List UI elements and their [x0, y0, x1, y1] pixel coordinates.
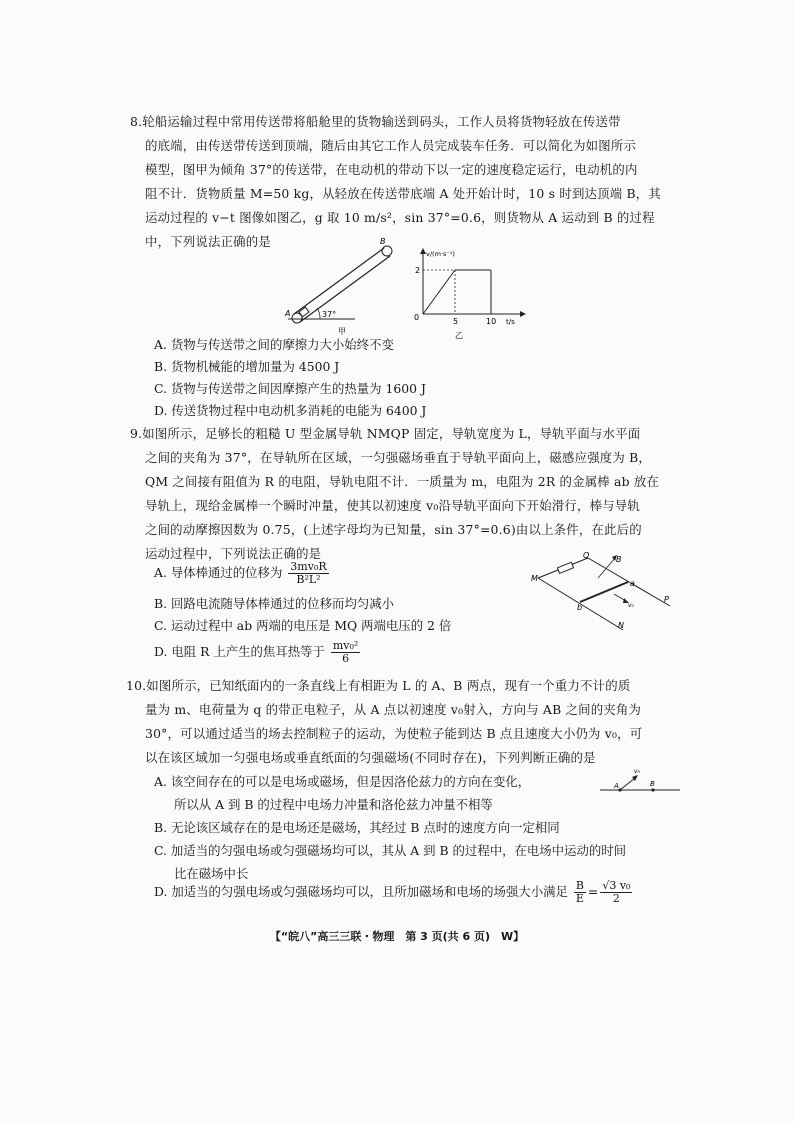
q9-option-c[interactable]: C. 运动过程中 ab 两端的电压是 MQ 两端电压的 2 倍 — [154, 618, 452, 633]
q9-line-2: 之间的夹角为 37°，在导轨所在区域，一匀强磁场垂直于导轨平面向上，磁感应强度为 B， — [145, 450, 651, 465]
q10-line-4: 以在该区域加一匀强电场或垂直纸面的匀强磁场(不同时存在)，下列判断正确的是 — [145, 750, 596, 765]
q10-option-d-fraction-2 — [600, 880, 632, 905]
q10-figure-ab-line — [598, 764, 682, 798]
q8-option-c[interactable]: C. 货物与传送带之间因摩擦产生的热量为 1600 J — [154, 381, 426, 396]
q8-caption-yi: 乙 — [455, 331, 463, 340]
q9-figure-rails — [528, 548, 678, 633]
q10-option-a-cont: 所以从 A 到 B 的过程中电场力冲量和洛伦兹力冲量不相等 — [174, 797, 493, 812]
q9-option-d[interactable] — [154, 640, 362, 665]
q9-option-a-fraction — [288, 561, 328, 586]
q10-option-d-num-2: √3 v₀ — [602, 879, 631, 892]
q9-label-B: B — [616, 555, 622, 564]
q8-label-B: B — [380, 237, 386, 246]
q8-line-5: 运动过程的 v−t 图像如图乙，g 取 10 m/s²，sin 37°=0.6，则货物从 A 运动到 B 的过程 — [145, 210, 655, 225]
q9-line-3: QM 之间接有阻值为 R 的电阻，导轨电阻不计．一质量为 m，电阻为 2R 的金属棒 ab 放在 — [145, 474, 660, 489]
q8-caption-jia: 甲 — [338, 327, 346, 336]
q10-label-A: A — [614, 782, 619, 790]
q9-label-M: M — [531, 574, 538, 583]
q10-label-B: B — [650, 780, 655, 788]
q10-line-1: 10.如图所示，已知纸面内的一条直线上有相距为 L 的 A、B 两点，现有一个重力不计的质 — [126, 678, 631, 693]
q9-option-a-text: A. 导体棒通过的位移为 — [154, 565, 283, 580]
q10-option-c-cont: 比在磁场中长 — [174, 866, 249, 881]
q9-option-a-den: B²L² — [296, 573, 321, 586]
q10-option-d[interactable] — [154, 880, 634, 905]
q9-label-b: b — [577, 603, 583, 612]
q8-graph-x10: 10 — [486, 317, 497, 326]
q10-label-v0: v₀ — [634, 768, 640, 775]
q9-line-4: 导轨上，现给金属棒一个瞬时冲量，使其以初速度 v₀沿导轨平面向下开始滑行，棒与导轨 — [145, 498, 640, 513]
q10-option-d-num-1: B — [575, 879, 584, 892]
q9-line-6: 运动过程中，下列说法正确的是 — [145, 546, 322, 561]
q9-option-d-fraction — [331, 640, 360, 665]
q10-option-d-den-1: E — [575, 892, 584, 905]
q10-option-d-fraction-1 — [574, 880, 586, 905]
q8-graph-y2: 2 — [415, 266, 421, 275]
q8-option-b[interactable]: B. 货物机械能的增加量为 4500 J — [154, 359, 340, 374]
q10-option-d-den-2: 2 — [612, 892, 620, 905]
q8-graph-ylabel: v/(m·s⁻¹) — [426, 250, 455, 258]
page-footer: 【“皖八”高三三联・物理 第 3 页(共 6 页) W】 — [269, 930, 525, 943]
q8-line-4: 阻不计．货物质量 M=50 kg，从轻放在传送带底端 A 处开始计时，10 s 时到达顶端 B，其 — [145, 186, 661, 201]
q8-line-1: 8.轮船运输过程中常用传送带将船舱里的货物输送到码头，工作人员将货物轻放在传送带 — [130, 114, 621, 129]
q9-label-Q: Q — [583, 551, 590, 560]
q8-graph-x5: 5 — [453, 317, 459, 326]
q10-option-d-equals: = — [587, 884, 599, 899]
q9-option-d-num: mv₀² — [332, 639, 359, 652]
q8-angle-label: 37° — [322, 310, 337, 319]
q9-option-a[interactable] — [154, 561, 331, 586]
q8-figure-vt-graph — [408, 246, 528, 344]
q9-option-d-text: D. 电阻 R 上产生的焦耳热等于 — [154, 644, 325, 659]
q9-option-a-num: 3mv₀R — [290, 560, 327, 573]
q10-line-2: 量为 m、电荷量为 q 的带正电粒子，从 A 点以初速度 v₀射入，方向与 AB 之间的夹角为 — [145, 702, 642, 717]
q9-option-b[interactable]: B. 回路电流随导体棒通过的位移而均匀减小 — [154, 596, 395, 611]
q8-line-2: 的底端，由传送带传送到顶端，随后由其它工作人员完成装车任务．可以简化为如图所示 — [145, 138, 637, 153]
q8-label-A: A — [285, 309, 291, 318]
q8-graph-origin: 0 — [414, 313, 420, 322]
q8-figure-conveyor — [280, 236, 410, 336]
q9-option-d-den: 6 — [342, 652, 350, 665]
q8-option-a[interactable]: A. 货物与传送带之间的摩擦力大小始终不变 — [154, 337, 394, 352]
q8-line-3: 模型，图甲为倾角 37°的传送带，在电动机的带动下以一定的速度稳定运行，电动机的内 — [145, 162, 638, 177]
q9-line-1: 9.如图所示，足够长的粗糙 U 型金属导轨 NMQP 固定，导轨宽度为 L，导轨平面与水平面 — [130, 426, 641, 441]
q10-line-3: 30°，可以通过适当的场去控制粒子的运动，为使粒子能到达 B 点且速度大小仍为 v₀，可 — [145, 726, 643, 741]
q8-line-6: 中，下列说法正确的是 — [145, 234, 271, 249]
q10-option-d-text: D. 加适当的匀强电场或匀强磁场均可以，且所加磁场和电场的场强大小满足 — [154, 884, 568, 899]
q10-option-c[interactable]: C. 加适当的匀强电场或匀强磁场均可以，其从 A 到 B 的过程中，在电场中运动的时间 — [154, 843, 627, 858]
q10-option-a[interactable]: A. 该空间存在的可以是电场或磁场，但是因洛伦兹力的方向在变化， — [154, 774, 531, 789]
q9-label-a: a — [630, 579, 635, 588]
q9-label-N: N — [618, 621, 624, 630]
q9-label-v0: v₀ — [628, 602, 634, 609]
q8-graph-xlabel: t/s — [506, 318, 515, 326]
q9-label-P: P — [664, 595, 669, 604]
q9-line-5: 之间的动摩擦因数为 0.75，(上述字母均为已知量，sin 37°=0.6)由以上条件，在此后的 — [145, 522, 642, 537]
q8-option-d[interactable]: D. 传送货物过程中电动机多消耗的电能为 6400 J — [154, 403, 427, 418]
q10-option-b[interactable]: B. 无论该区域存在的是电场还是磁场，其经过 B 点时的速度方向一定相同 — [154, 820, 560, 835]
